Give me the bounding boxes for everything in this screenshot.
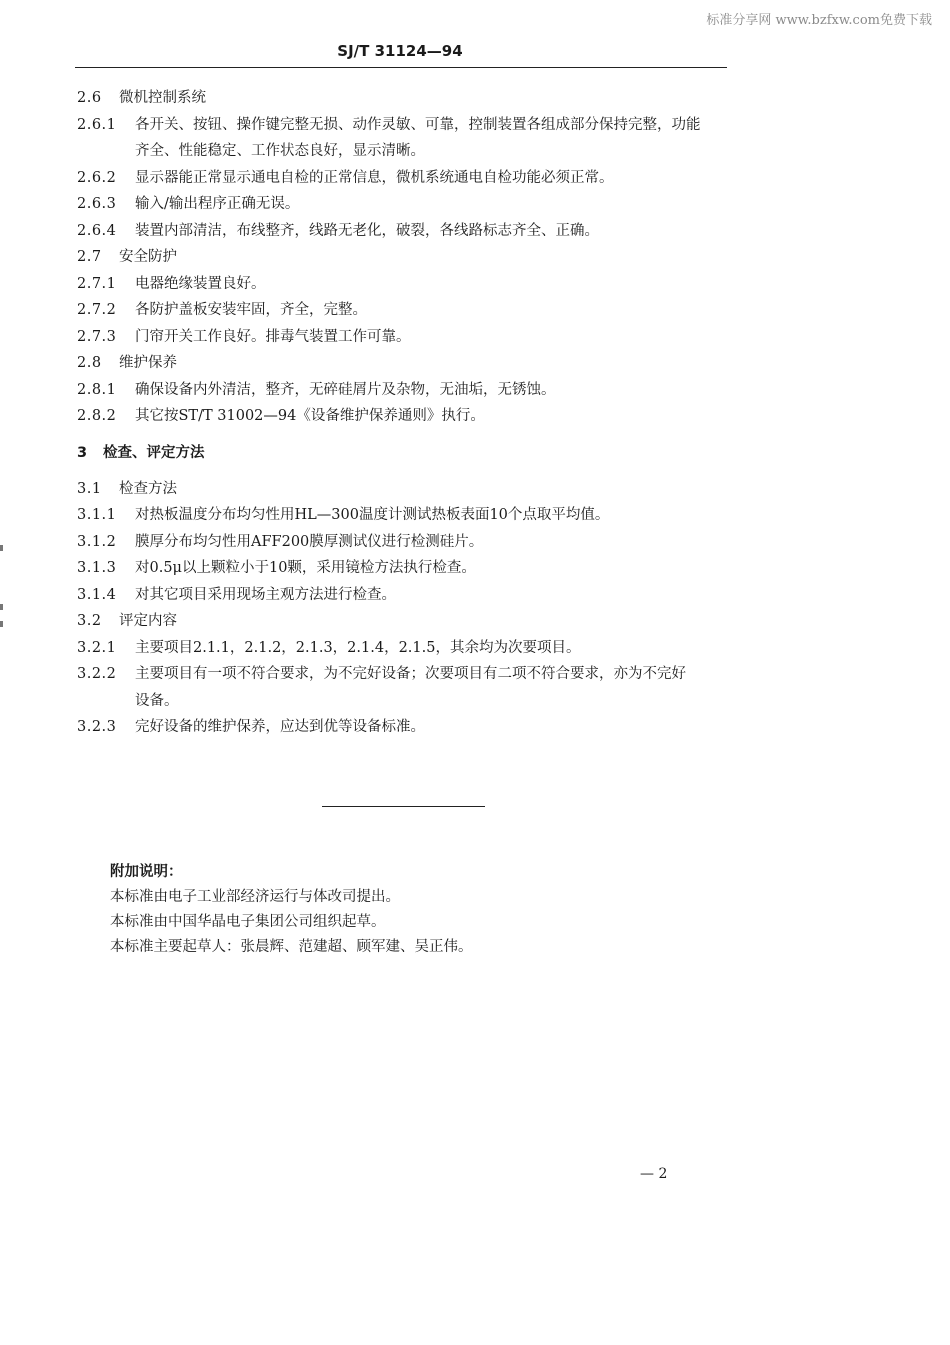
additional-notes [110, 860, 473, 960]
notes-line: 本标准主要起草人：张晨辉、范建超、顾军建、吴正伟。 [110, 939, 473, 955]
spacer [77, 468, 737, 476]
clause-line [77, 377, 737, 404]
clause-number: 2.6 [77, 90, 102, 106]
clause-line [77, 138, 737, 165]
header-rule [75, 67, 727, 68]
section-3-heading [77, 438, 737, 468]
clause-text: 装置内部清洁，布线整齐，线路无老化，破裂，各线路标志齐全、正确。 [135, 222, 599, 239]
clause-number: 3.1.2 [77, 533, 117, 550]
clause-line [77, 350, 737, 377]
clause-number: 2.8.1 [77, 381, 117, 398]
clause-text: 完好设备的维护保养，应达到优等设备标准。 [135, 719, 425, 735]
clause-text: 齐全、性能稳定、工作状态良好，显示清晰。 [135, 143, 425, 159]
clause-number: 2.7.1 [77, 275, 117, 292]
notes-line: 本标准由电子工业部经济运行与体改司提出。 [110, 889, 400, 905]
clause-text: 输入/输出程序正确无误。 [135, 196, 300, 212]
scan-edge-mark [0, 621, 3, 627]
clause-line [77, 555, 737, 582]
clause-text: 各开关、按钮、操作键完整无损、动作灵敏、可靠，控制装置各组成部分保持完整，功能 [135, 116, 701, 133]
clause-text: 对0.5μ以上颗粒小于10颗，采用镜检方法执行检查。 [135, 560, 476, 576]
scan-edge-mark [0, 545, 3, 551]
clause-line [77, 244, 737, 271]
clause-text: 各防护盖板安装牢固，齐全，完整。 [135, 302, 367, 318]
clause-text: 主要项目有一项不符合要求，为不完好设备；次要项目有二项不符合要求，亦为不完好 [135, 666, 686, 682]
clause-line [77, 661, 737, 688]
clause-number: 3.1.4 [77, 586, 117, 603]
clause-text: 对其它项目采用现场主观方法进行检查。 [135, 586, 396, 603]
clause-line [77, 476, 737, 503]
clause-text: 门帘开关工作良好。排毒气装置工作可靠。 [135, 328, 411, 345]
document-body [77, 85, 737, 741]
clause-line [77, 403, 737, 430]
clause-line [77, 608, 737, 635]
clause-line [77, 688, 737, 715]
standard-number-header: SJ/T 31124—94 [337, 42, 463, 60]
clause-number: 3.2 [77, 613, 102, 629]
clause-line [77, 297, 737, 324]
clause-number: 2.7.3 [77, 328, 117, 345]
clause-text: 设备。 [135, 692, 179, 709]
clause-line [77, 218, 737, 245]
clause-text: 确保设备内外清洁，整齐，无碎硅屑片及杂物，无油垢，无锈蚀。 [135, 381, 556, 398]
clause-number: 2.8.2 [77, 408, 117, 424]
page-number: — 2 [640, 1166, 668, 1182]
clause-text: 主要项目2.1.1，2.1.2，2.1.3，2.1.4，2.1.5，其余均为次要项目。 [135, 639, 581, 656]
clause-line [77, 582, 737, 609]
clause-text: 对热板温度分布均匀性用HL—300温度计测试热板表面10个点取平均值。 [135, 507, 610, 523]
clause-number: 2.7 [77, 249, 102, 265]
clause-number: 3.1 [77, 480, 102, 497]
clause-line [77, 714, 737, 741]
clause-number: 3.2.2 [77, 666, 117, 682]
clause-line [77, 271, 737, 298]
clause-line [77, 191, 737, 218]
clause-text: 微机控制系统 [119, 90, 206, 106]
scan-edge-mark [0, 604, 3, 610]
clause-number: 3.2.1 [77, 639, 117, 656]
section-number: 3 [77, 444, 88, 461]
clause-list-section-2 [77, 85, 737, 430]
clause-text: 安全防护 [119, 249, 177, 265]
spacer [77, 430, 737, 438]
clause-text: 显示器能正常显示通电自检的正常信息，微机系统通电自检功能必须正常。 [135, 169, 614, 186]
clause-number: 2.6.1 [77, 116, 117, 133]
clause-line [77, 165, 737, 192]
clause-list-section-3 [77, 476, 737, 741]
notes-title: 附加说明： [110, 864, 183, 880]
clause-text: 电器绝缘装置良好。 [135, 275, 266, 292]
clause-text: 其它按ST/T 31002—94《设备维护保养通则》执行。 [135, 408, 485, 424]
clause-line [77, 85, 737, 112]
clause-line [77, 635, 737, 662]
clause-line [77, 112, 737, 139]
notes-line: 本标准由中国华晶电子集团公司组织起草。 [110, 914, 386, 930]
clause-number: 2.6.2 [77, 169, 117, 186]
clause-number: 2.8 [77, 355, 102, 371]
clause-number: 3.1.1 [77, 507, 117, 523]
clause-number: 2.7.2 [77, 302, 117, 318]
end-divider [322, 806, 485, 807]
clause-number: 2.6.3 [77, 196, 117, 212]
clause-number: 3.1.3 [77, 560, 117, 576]
clause-number: 3.2.3 [77, 719, 117, 735]
clause-text: 评定内容 [119, 613, 177, 629]
section-title: 检查、评定方法 [103, 444, 205, 461]
clause-line [77, 324, 737, 351]
clause-number: 2.6.4 [77, 222, 117, 239]
clause-line [77, 529, 737, 556]
clause-text: 维护保养 [119, 355, 177, 371]
clause-line [77, 502, 737, 529]
clause-text: 检查方法 [119, 480, 177, 497]
clause-text: 膜厚分布均匀性用AFF200膜厚测试仪进行检测硅片。 [135, 533, 484, 550]
watermark-text: 标准分享网 www.bzfxw.com免费下载 [706, 13, 932, 28]
